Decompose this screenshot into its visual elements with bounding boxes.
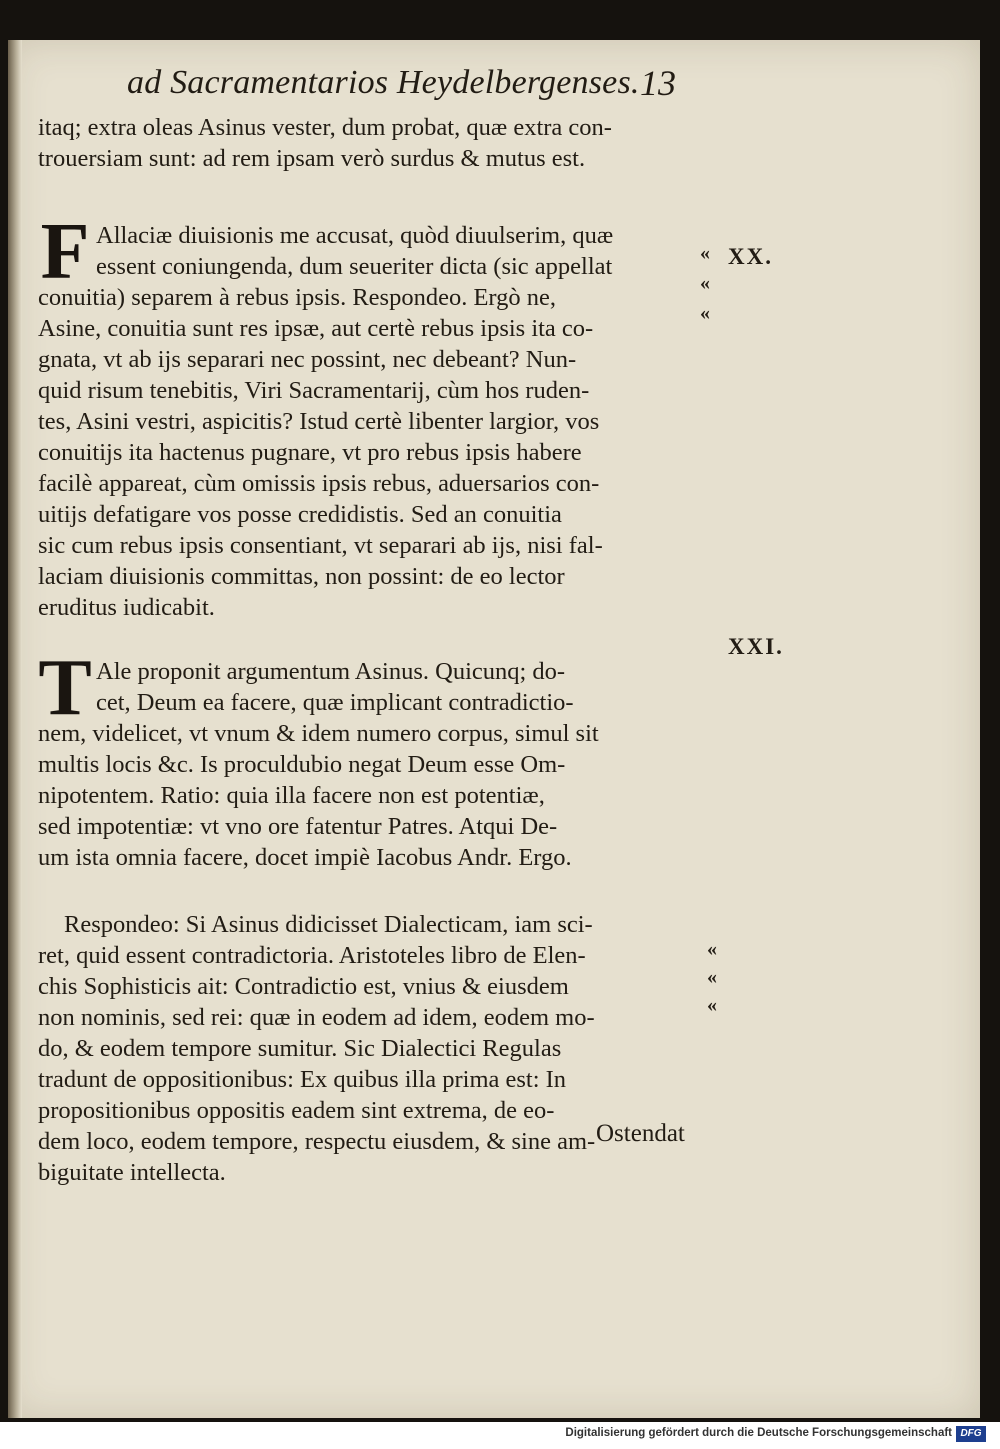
text-line: propositionibus oppositis eadem sint extrema, de eo- (38, 1097, 555, 1124)
text-line: biguitate intellecta. (38, 1159, 226, 1186)
text-line: itaq; extra oleas Asinus vester, dum probat, quæ extra con- (38, 114, 612, 141)
text-line: gnata, vt ab ijs separari nec possint, nec debeant? Nun- (38, 346, 577, 373)
text-line: trouersiam sunt: ad rem ipsam verò surdus & mutus est. (38, 145, 586, 172)
text-line: sed impotentiæ: vt vno ore fatentur Patres. Atqui De- (38, 813, 558, 840)
text-line: chis Sophisticis ait: Contradictio est, vnius & eiusdem (38, 973, 569, 1000)
drop-cap: T (38, 644, 92, 732)
text-line: do, & eodem tempore sumitur. Sic Dialectici Regulas (38, 1035, 562, 1062)
quote-mark: « (707, 966, 717, 988)
dfg-logo: DFG (956, 1426, 986, 1442)
quote-mark: « (700, 242, 710, 264)
quote-mark: « (707, 994, 717, 1016)
page-number: 13 (640, 63, 676, 103)
text-line: tes, Asini vestri, aspicitis? Istud certè libenter largior, vos (38, 408, 600, 435)
running-title: ad Sacramentarios Heydelbergenses. (127, 64, 640, 101)
text-line: cet, Deum ea facere, quæ implicant contradictio- (96, 689, 574, 716)
quote-mark: « (700, 302, 710, 324)
text-line: Asine, conuitia sunt res ipsæ, aut certè rebus ipsis ita co- (38, 315, 594, 342)
text-line: eruditus iudicabit. (38, 594, 215, 621)
quote-mark: « (707, 938, 717, 960)
margin-note-xxi: XXI. (728, 634, 784, 659)
quote-mark: « (700, 272, 710, 294)
text-line: uitijs defatigare vos posse credidistis. Sed an conuitia (38, 501, 562, 528)
paragraph-0 (38, 112, 698, 174)
text-line: non nominis, sed rei: quæ in eodem ad idem, eodem mo- (38, 1004, 595, 1031)
text-line: laciam diuisionis committas, non possint: de eo lector (38, 563, 565, 590)
text-line: nipotentem. Ratio: quia illa facere non est potentiæ, (38, 782, 545, 809)
page-spine-shadow (8, 40, 22, 1418)
text-line: facilè appareat, cùm omissis ipsis rebus, aduersarios con- (38, 470, 600, 497)
drop-cap: F (40, 208, 90, 296)
text-line: dem loco, eodem tempore, respectu eiusdem, & sine am- (38, 1128, 596, 1155)
main-text (38, 112, 698, 1188)
text-line: ret, quid essent contradictoria. Aristoteles libro de Elen- (38, 942, 586, 969)
text-line: quid risum tenebitis, Viri Sacramentarij, cùm hos ruden- (38, 377, 590, 404)
text-line: nem, videlicet, vt vnum & idem numero corpus, simul sit (38, 720, 599, 747)
text-line: conuitia) separem à rebus ipsis. Respondeo. Ergò ne, (38, 284, 557, 311)
footer-bar (0, 1422, 1000, 1449)
paragraph-1 (38, 208, 698, 623)
text-line: multis locis &c. Is proculdubio negat Deum esse Om- (38, 751, 566, 778)
text-line: Respondeo: Si Asinus didicisset Dialecticam, iam sci- (64, 911, 593, 938)
catchword: Ostendat (596, 1120, 685, 1147)
paragraph-2 (38, 644, 698, 873)
text-line: Allaciæ diuisionis me accusat, quòd diuulserim, quæ (96, 222, 614, 249)
margin-note-xx: XX. (728, 244, 773, 269)
text-line: essent coniungenda, dum seueriter dicta (sic appellat (96, 253, 613, 280)
text-line: tradunt de oppositionibus: Ex quibus illa prima est: In (38, 1066, 567, 1093)
text-line: um ista omnia facere, docet impiè Iacobus Andr. Ergo. (38, 844, 572, 871)
text-line: conuitijs ita hactenus pugnare, vt pro rebus ipsis habere (38, 439, 582, 466)
text-line: sic cum rebus ipsis consentiant, vt separari ab ijs, nisi fal- (38, 532, 603, 559)
funding-credit: Digitalisierung gefördert durch die Deutsche Forschungsgemeinschaft (565, 1427, 952, 1439)
text-line: Ale proponit argumentum Asinus. Quicunq; do- (96, 658, 566, 685)
